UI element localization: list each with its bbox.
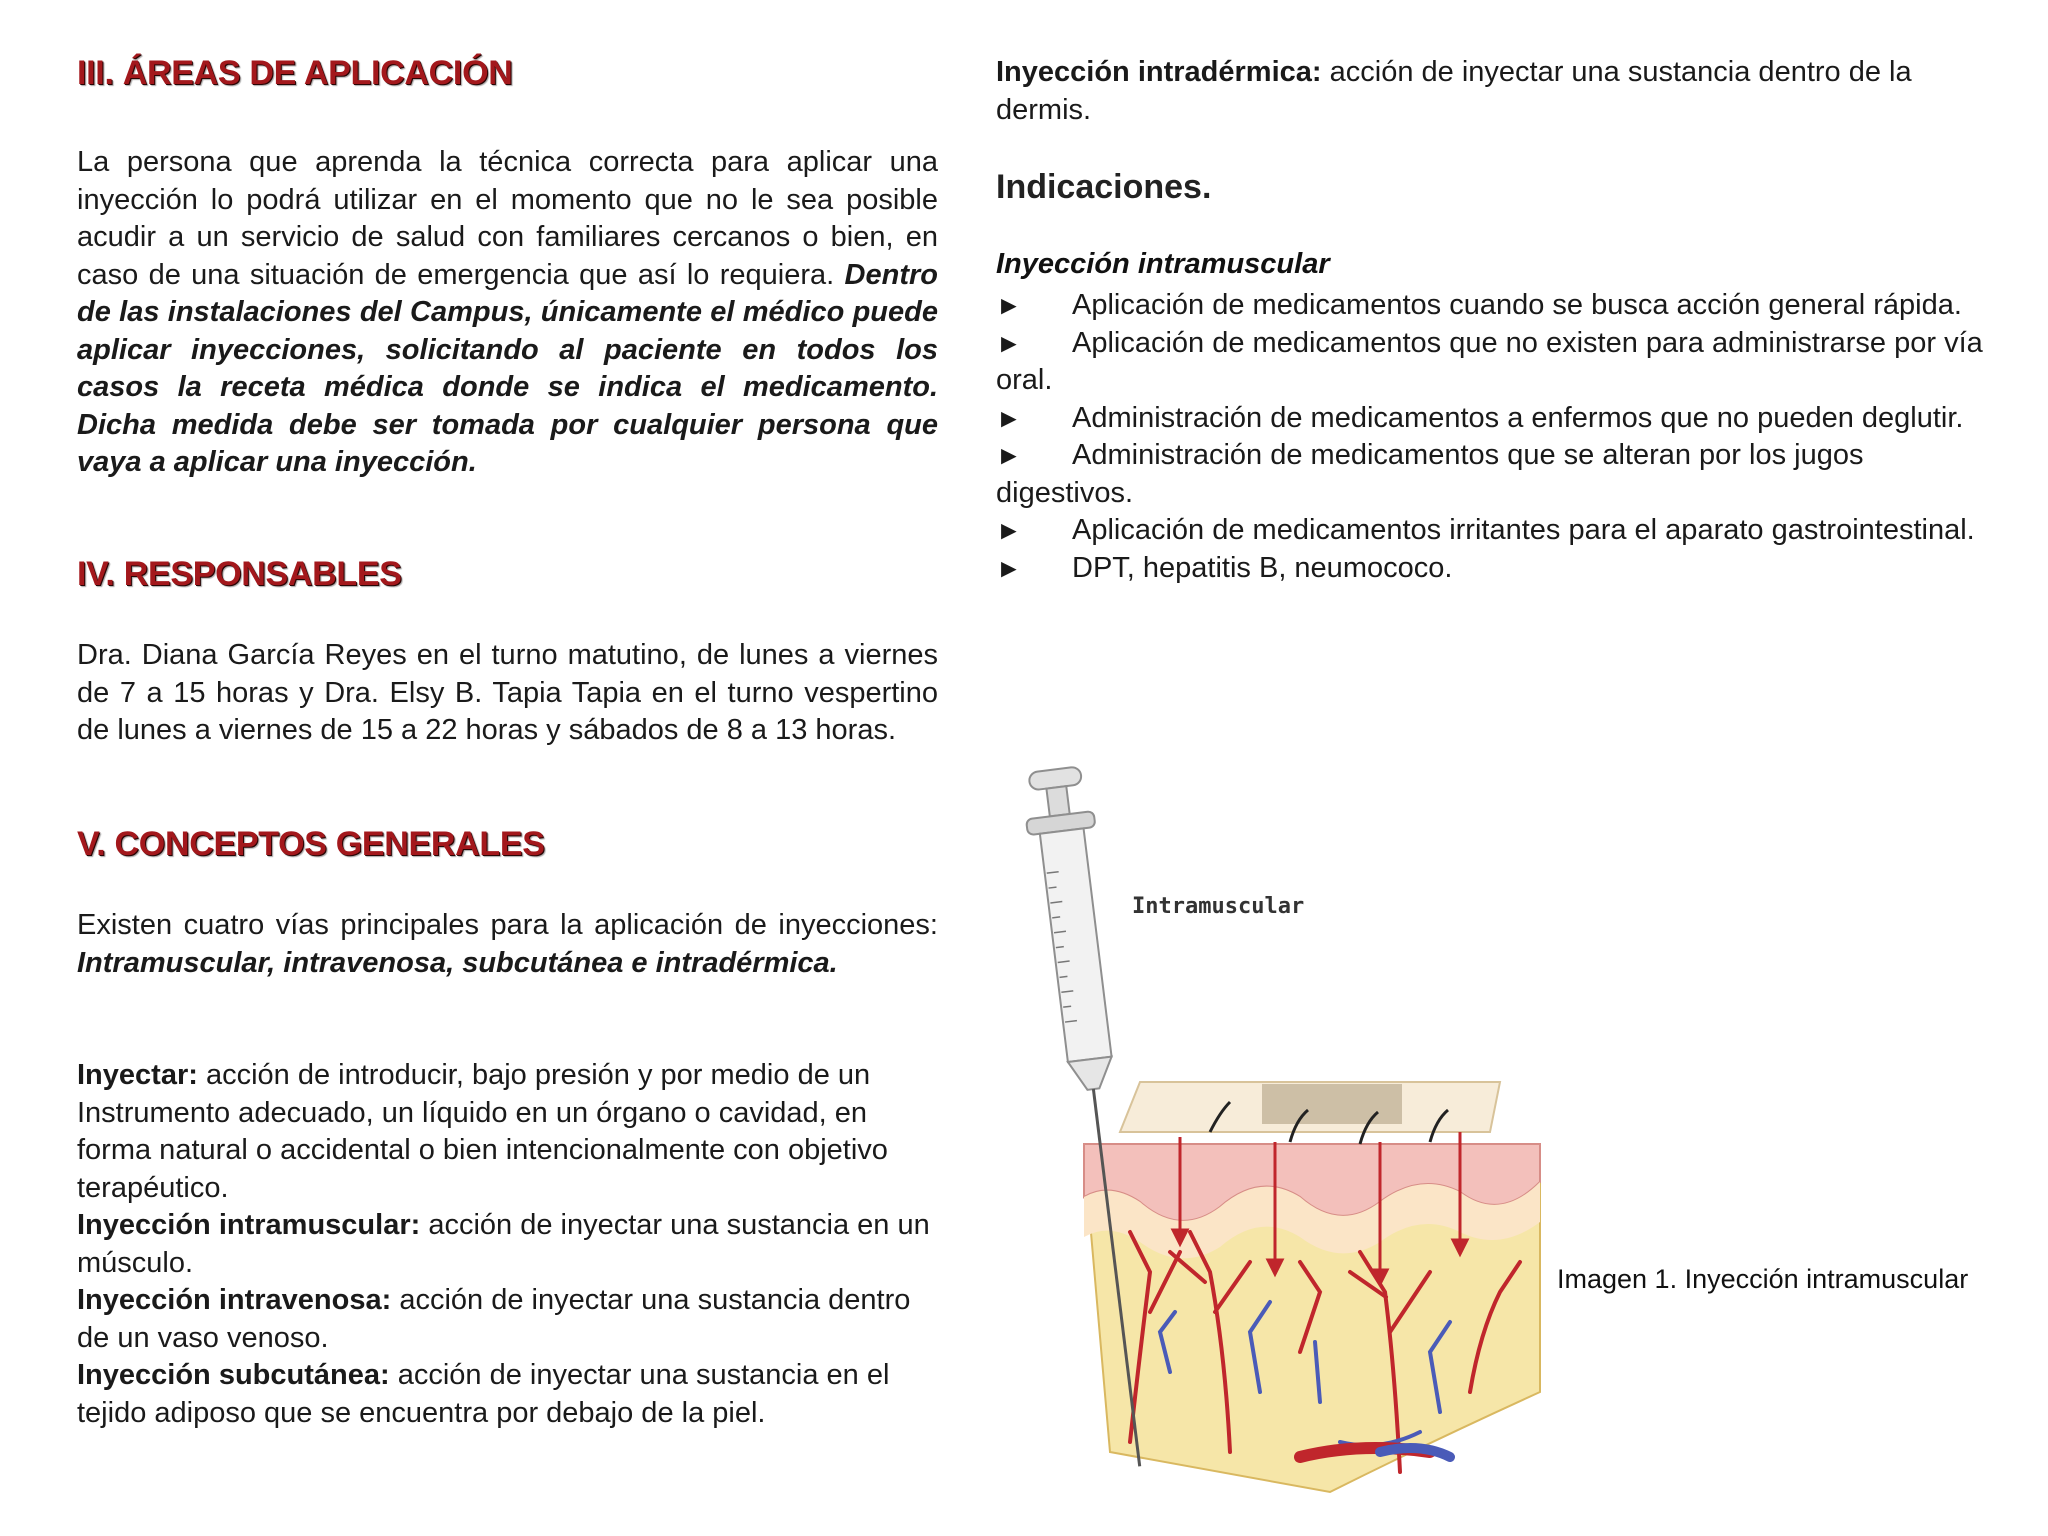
definition-intramuscular xyxy=(77,1207,938,1282)
indications-list xyxy=(996,287,1988,587)
definition-text: acción de inyectar una sustancia en un músculo. xyxy=(77,1209,930,1279)
bullet-arrow-icon: ► xyxy=(996,290,1022,320)
list-item xyxy=(996,400,1988,438)
list-item-text: Aplicación de medicamentos irritantes para el aparato gastrointestinal. xyxy=(1072,514,1975,546)
areas-emphasis-text: Dentro de las instalaciones del Campus, únicamente el médico puede aplicar inyecciones, solicitando al paciente en todos los casos la receta médica donde se indica el medicamento. Dicha medida debe ser tomada por cualquier persona que vaya a aplicar una inyección. xyxy=(77,258,938,478)
definitions-list xyxy=(77,1057,938,1432)
list-item-text: DPT, hepatitis B, neumococo. xyxy=(1072,551,1453,584)
definition-term: Inyección subcutánea: xyxy=(77,1359,390,1391)
definition-text: acción de inyectar una sustancia en el tejido adiposo que se encuentra por debajo de la piel. xyxy=(77,1359,890,1429)
definition-intradermica xyxy=(996,54,1988,129)
bullet-arrow-icon: ► xyxy=(996,402,1022,433)
intramuscular-injection-figure xyxy=(1000,752,1545,1502)
figure-label: Intramuscular xyxy=(1132,894,1305,919)
definition-text: acción de introducir, bajo presión y por medio de un Instrumento adecuado, un líquido en un órgano o cavidad, en forma natural o accidental o bien intencionalmente con objetivo terapéutico. xyxy=(77,1059,888,1204)
figure-caption: Imagen 1. Inyección intramuscular xyxy=(1557,1264,1969,1294)
list-item xyxy=(996,437,1988,512)
definition-term: Inyectar: xyxy=(77,1059,198,1091)
definition-term: Inyección intradérmica: xyxy=(996,56,1322,88)
bullet-arrow-icon: ► xyxy=(996,552,1022,583)
section-heading-responsables: IV. RESPONSABLES xyxy=(77,555,402,593)
definition-text: acción de inyectar una sustancia dentro de un vaso venoso. xyxy=(77,1284,911,1354)
section-heading-areas: III. ÁREAS DE APLICACIÓN xyxy=(77,54,513,92)
list-item-text: Administración de medicamentos que se alteran por los jugos digestivos. xyxy=(996,439,1864,509)
section-heading-conceptos: V. CONCEPTOS GENERALES xyxy=(77,825,545,863)
list-item-text: Administración de medicamentos a enfermos que no pueden deglutir. xyxy=(1072,401,1964,434)
conceptos-intro xyxy=(77,907,938,982)
definition-inyectar xyxy=(77,1057,938,1207)
list-item-text: Aplicación de medicamentos cuando se busca acción general rápida. xyxy=(1072,289,1962,321)
areas-text: La persona que aprenda la técnica correcta para aplicar una inyección lo podrá utilizar en el momento que no le sea posible acudir a un servicio de salud con familiares cercanos o bien, en caso de una situación de emergencia que así lo requiera. xyxy=(77,146,938,291)
bullet-arrow-icon: ► xyxy=(996,515,1022,545)
bullet-arrow-icon: ► xyxy=(996,327,1022,358)
injection-illustration xyxy=(1000,752,1545,1502)
definition-term: Inyección intramuscular: xyxy=(77,1209,421,1241)
conceptos-routes: Intramuscular, intravenosa, subcutánea e intradérmica. xyxy=(77,946,838,979)
areas-paragraph xyxy=(77,144,938,482)
list-item-text: Aplicación de medicamentos que no existen para administrarse por vía oral. xyxy=(996,326,1983,396)
conceptos-intro-text: Existen cuatro vías principales para la aplicación de inyecciones: xyxy=(77,909,938,941)
definition-intravenosa xyxy=(77,1282,938,1357)
definition-term: Inyección intravenosa: xyxy=(77,1284,392,1316)
definition-subcutanea xyxy=(77,1357,938,1432)
intramuscular-subheading: Inyección intramuscular xyxy=(996,248,1330,280)
list-item xyxy=(996,287,1988,325)
responsables-paragraph: Dra. Diana García Reyes en el turno matutino, de lunes a viernes de 7 a 15 horas y Dra. Elsy B. Tapia Tapia en el turno vespertino de lunes a viernes de 15 a 22 horas y sábados de 8 a 13 horas. xyxy=(77,639,938,746)
bullet-arrow-icon: ► xyxy=(996,440,1022,470)
definition-text: acción de inyectar una sustancia dentro de la dermis. xyxy=(996,56,1912,126)
list-item xyxy=(996,550,1988,588)
indicaciones-heading: Indicaciones. xyxy=(996,168,1212,206)
list-item xyxy=(996,512,1988,550)
list-item xyxy=(996,325,1988,400)
